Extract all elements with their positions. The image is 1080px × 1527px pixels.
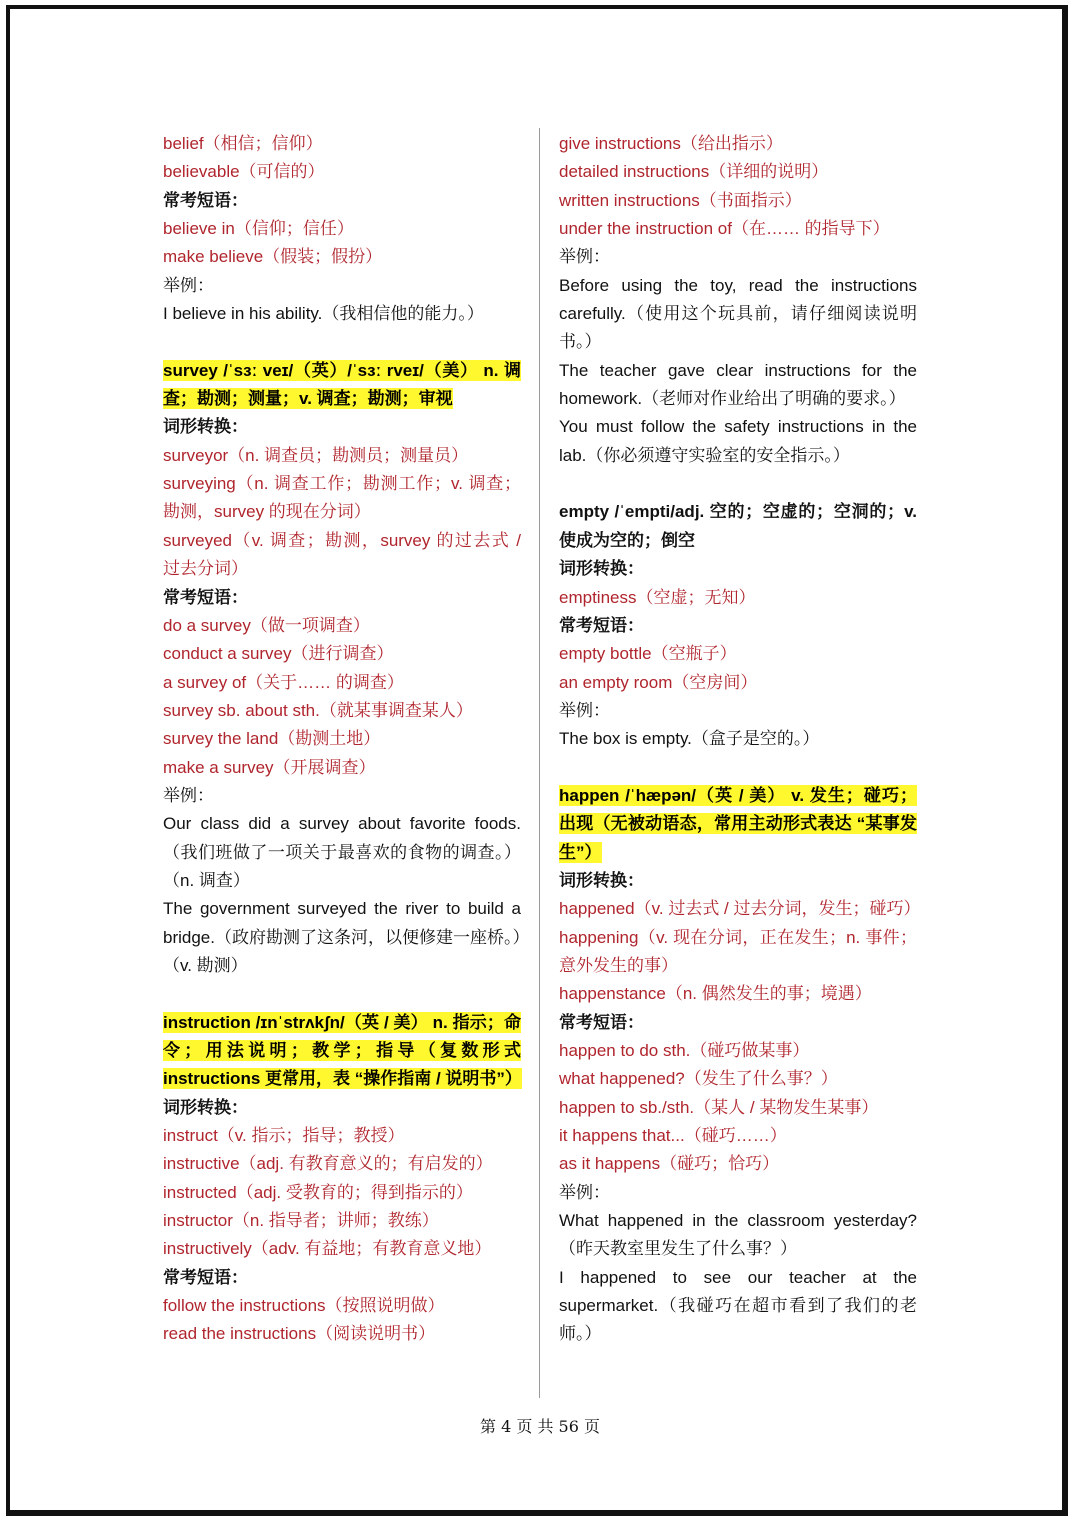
entry-believable: believable（可信的）: [163, 162, 325, 182]
form-instructed: instructed（adj. 受教育的；得到指示的）: [163, 1182, 473, 1202]
form-happenstance: happenstance（n. 偶然发生的事；境遇）: [559, 984, 872, 1004]
example-label: 举例：: [163, 275, 214, 295]
phrase-empty-bottle: empty bottle（空瓶子）: [559, 644, 737, 664]
example-sentence: You must follow the safety instructions in the lab.（你必须遵守实验室的安全指示。）: [559, 417, 917, 465]
phrase-read-instructions: read the instructions（阅读说明书）: [163, 1324, 436, 1344]
phrase-survey-sb: survey sb. about sth.（就某事调查某人）: [163, 700, 473, 720]
left-column: [163, 130, 521, 1349]
phrase-believe-in: believe in（信仰；信任）: [163, 219, 354, 239]
phrase-make-believe: make believe（假装；假扮）: [163, 247, 383, 267]
form-emptiness: emptiness（空虚；无知）: [559, 587, 756, 607]
form-happened: happened（v. 过去式 / 过去分词，发生；碰巧）: [559, 899, 921, 919]
example-sentence: I happened to see our teacher at the supermarket.（我碰巧在超市看到了我们的老师。）: [559, 1267, 917, 1344]
forms-label: 词形转换：: [163, 1097, 248, 1117]
word-header-instruction: instruction /ɪnˈstrʌkʃn/（英 / 美） n. 指示；命令；用法说明；教学；指导（复数形式 instructions 更常用，表 “操作指南 / 说明书”）: [163, 1012, 522, 1089]
phrase-as-it-happens: as it happens（碰巧；恰巧）: [559, 1154, 780, 1174]
phrase-conduct-a-survey: conduct a survey（进行调查）: [163, 644, 394, 664]
phrase-make-a-survey: make a survey（开展调查）: [163, 757, 376, 777]
form-instructive: instructive（adj. 有教育意义的；有启发的）: [163, 1154, 493, 1174]
word-header-survey: survey /ˈsɜː veɪ/（英）/ˈsɜː rveɪ/（美） n. 调查；勘测；测量；v. 调查；勘测；审视: [163, 360, 521, 409]
example-label: 举例：: [559, 1182, 610, 1202]
example-sentence: The teacher gave clear instructions for the homework.（老师对作业给出了明确的要求。）: [559, 360, 917, 409]
phrase-what-happened: what happened?（发生了什么事？）: [559, 1069, 838, 1089]
phrase-happen-to-sb: happen to sb./sth.（某人 / 某物发生某事）: [559, 1097, 879, 1117]
example-sentence: What happened in the classroom yesterday?（昨天教室里发生了什么事？）: [559, 1211, 917, 1259]
entry-belief: belief（相信；信仰）: [163, 134, 323, 153]
phrase-under-instruction: under the instruction of（在…… 的指导下）: [559, 219, 890, 239]
form-instructor: instructor（n. 指导者；讲师；教练）: [163, 1211, 439, 1231]
example-sentence: I believe in his ability.（我相信他的能力。）: [163, 304, 484, 324]
form-surveying: surveying（n. 调查工作；勘测工作；v. 调查；勘测，survey 的现在分词）: [163, 474, 521, 522]
phrases-label: 常考短语：: [559, 1012, 644, 1032]
form-happening: happening（v. 现在分词，正在发生；n. 事件；意外发生的事）: [559, 927, 917, 975]
phrase-empty-room: an empty room（空房间）: [559, 672, 758, 692]
phrases-label: 常考短语：: [163, 190, 248, 210]
phrase-written-instructions: written instructions（书面指示）: [559, 190, 802, 210]
form-surveyor: surveyor（n. 调查员；勘测员；测量员）: [163, 445, 469, 465]
form-surveyed: surveyed（v. 调查；勘测，survey 的过去式 / 过去分词）: [163, 530, 521, 579]
phrases-label: 常考短语：: [163, 587, 248, 607]
example-label: 举例：: [559, 247, 610, 267]
phrase-do-a-survey: do a survey（做一项调查）: [163, 615, 370, 635]
form-instruct: instruct（v. 指示；指导；教授）: [163, 1126, 405, 1146]
example-sentence: Before using the toy, read the instructions carefully.（使用这个玩具前，请仔细阅读说明书。）: [559, 275, 917, 352]
phrase-detailed-instructions: detailed instructions（详细的说明）: [559, 162, 829, 182]
phrase-follow-instructions: follow the instructions（按照说明做）: [163, 1296, 445, 1316]
right-column: [559, 130, 921, 1349]
example-sentence: Our class did a survey about favorite foods.（我们班做了一项关于最喜欢的食物的调查。）（n. 调查）: [163, 814, 521, 890]
form-instructively: instructively（adv. 有益地；有教育意义地）: [163, 1239, 492, 1259]
word-header-happen: happen /ˈhæpən/（英 / 美） v. 发生；碰巧；出现（无被动语态，常用主动形式表达 “某事发生”）: [559, 785, 917, 862]
phrase-happen-to-do: happen to do sth.（碰巧做某事）: [559, 1041, 810, 1060]
phrase-a-survey-of: a survey of（关于…… 的调查）: [163, 672, 404, 692]
example-label: 举例：: [559, 700, 610, 720]
example-sentence: The box is empty.（盒子是空的。）: [559, 729, 820, 749]
forms-label: 词形转换：: [559, 870, 644, 890]
forms-label: 词形转换：: [559, 559, 644, 579]
forms-label: 词形转换：: [163, 417, 248, 437]
example-sentence: The government surveyed the river to build a bridge.（政府勘测了这条河，以便修建一座桥。）（v. 勘测）: [163, 899, 521, 975]
column-divider: [539, 128, 540, 1398]
page-number: 第 4 页 共 56 页: [480, 1417, 600, 1436]
word-header-empty: empty /ˈempti/adj. 空的；空虚的；空洞的；v. 使成为空的；倒空: [559, 502, 917, 550]
phrase-give-instructions: give instructions（给出指示）: [559, 134, 783, 153]
phrases-label: 常考短语：: [163, 1267, 248, 1287]
phrases-label: 常考短语：: [559, 615, 644, 635]
phrase-survey-the-land: survey the land（勘测土地）: [163, 729, 381, 749]
example-label: 举例：: [163, 785, 214, 805]
phrase-it-happens-that: it happens that...（碰巧……）: [559, 1126, 787, 1146]
